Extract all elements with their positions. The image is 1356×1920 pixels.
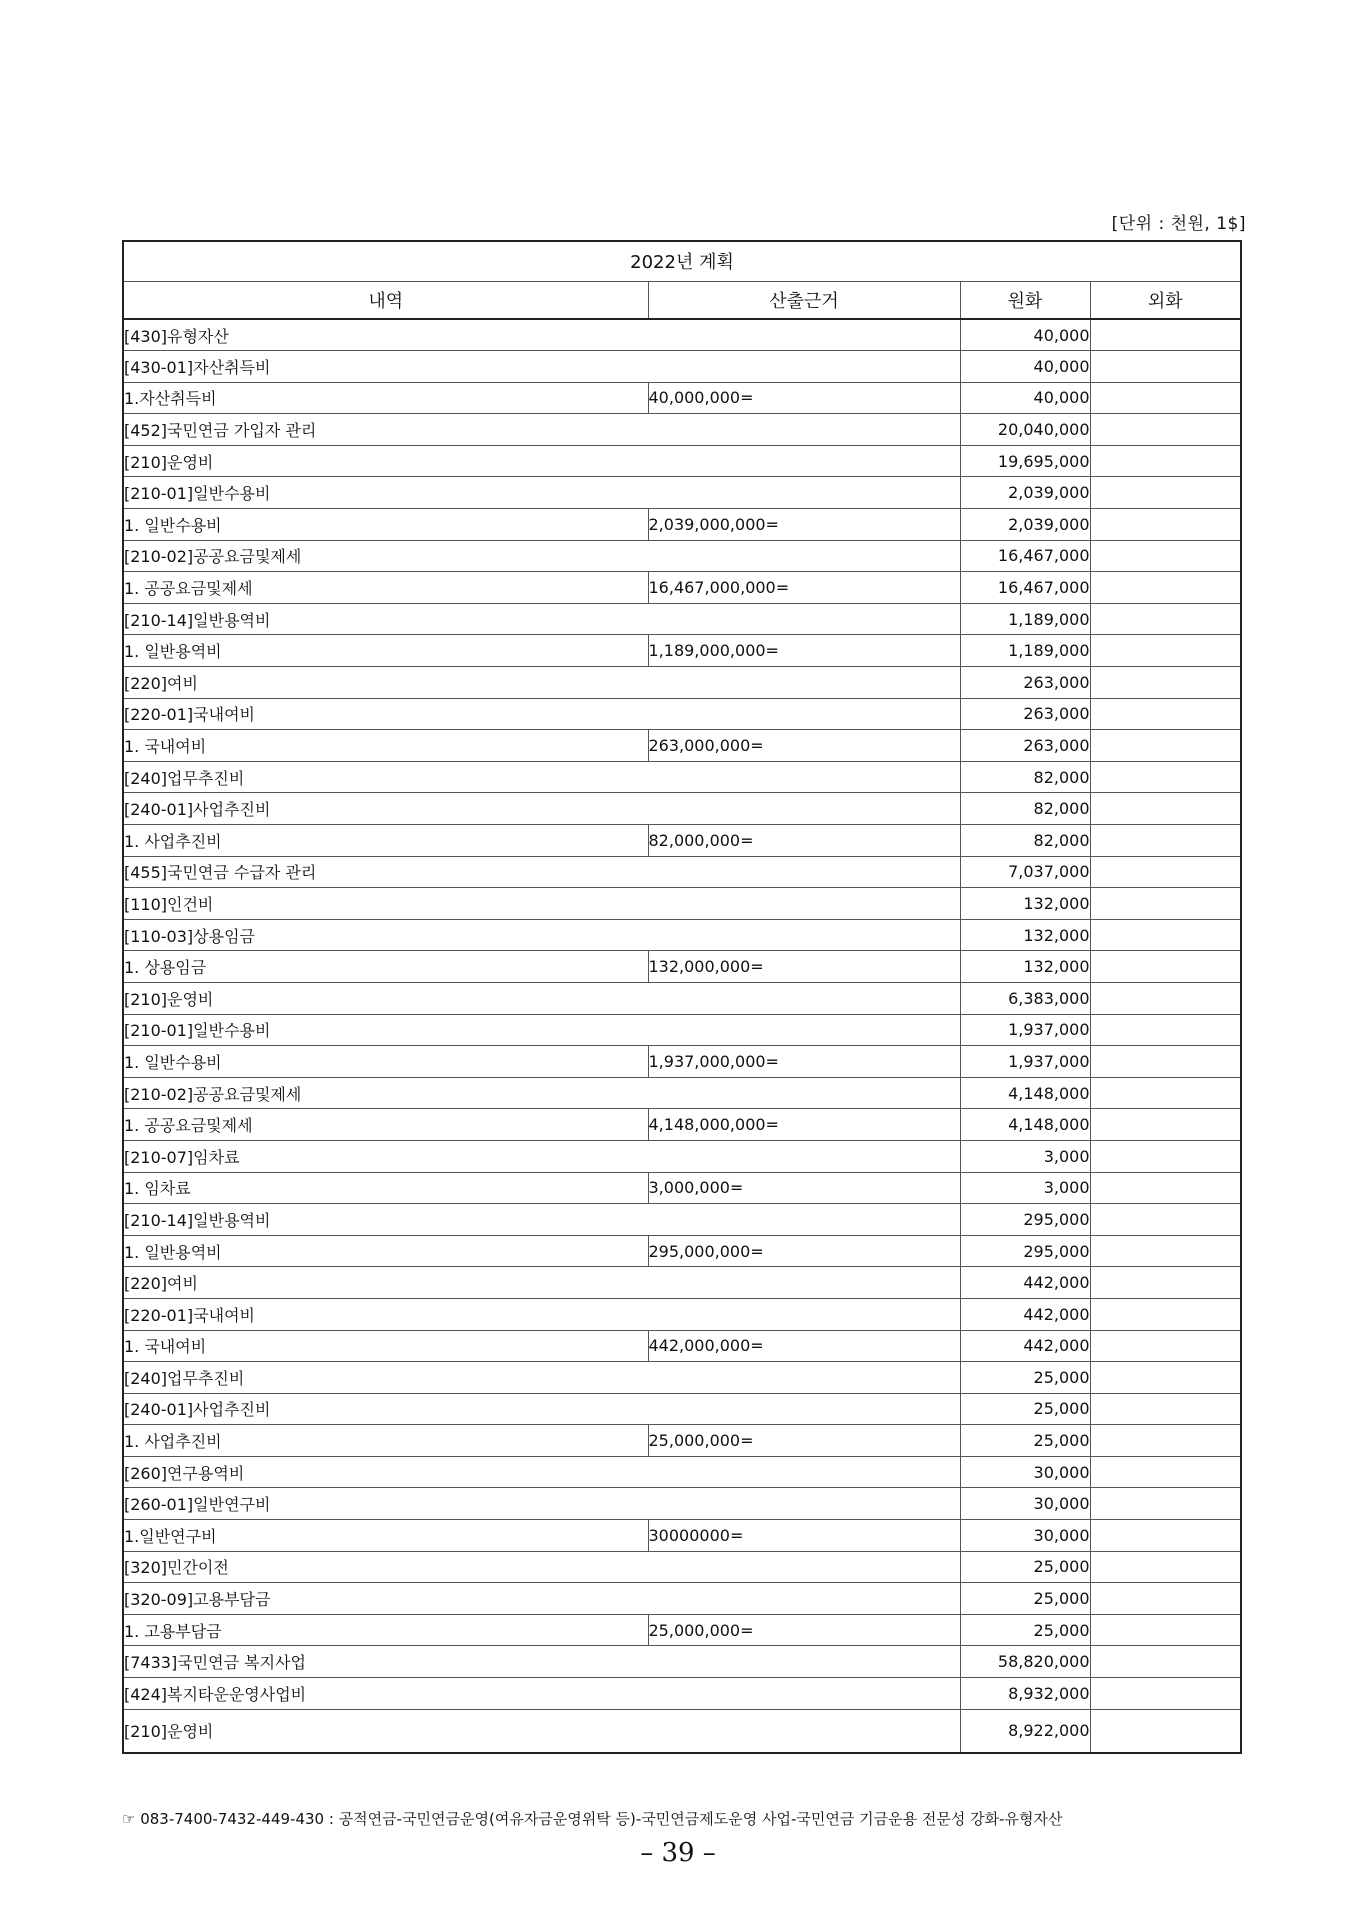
table-row (123, 1235, 1241, 1267)
item-cell: [320]민간이전 (123, 1551, 960, 1583)
fx-cell (1090, 477, 1241, 509)
item-cell: [452]국민연금 가입자 관리 (123, 414, 960, 446)
table-row (123, 635, 1241, 667)
fx-cell (1090, 1425, 1241, 1457)
item-cell: [7433]국민연금 복지사업 (123, 1646, 960, 1678)
plan-title: 2022년 계획 (123, 241, 1241, 281)
column-header-row (123, 281, 1241, 319)
table-row (123, 667, 1241, 699)
basis-cell: 25,000,000= (648, 1425, 960, 1457)
fx-cell (1090, 1488, 1241, 1520)
table-row (123, 351, 1241, 383)
basis-cell: 295,000,000= (648, 1235, 960, 1267)
item-cell: [210-01]일반수용비 (123, 477, 960, 509)
krw-cell: 3,000 (960, 1172, 1090, 1204)
item-cell: 1. 고용부담금 (123, 1614, 648, 1646)
table-row (123, 825, 1241, 857)
krw-cell: 3,000 (960, 1140, 1090, 1172)
table-row (123, 793, 1241, 825)
item-cell: [424]복지타운운영사업비 (123, 1678, 960, 1710)
table-row (123, 540, 1241, 572)
krw-cell: 442,000 (960, 1267, 1090, 1299)
krw-cell: 132,000 (960, 888, 1090, 920)
krw-cell: 16,467,000 (960, 572, 1090, 604)
fx-cell (1090, 1520, 1241, 1552)
fx-cell (1090, 1678, 1241, 1710)
krw-cell: 1,937,000 (960, 1046, 1090, 1078)
table-row (123, 572, 1241, 604)
table-row (123, 382, 1241, 414)
krw-cell: 1,937,000 (960, 1014, 1090, 1046)
fx-cell (1090, 319, 1241, 351)
item-cell: 1. 공공요금및제세 (123, 572, 648, 604)
krw-cell: 8,922,000 (960, 1709, 1090, 1753)
item-cell: 1. 상용임금 (123, 951, 648, 983)
krw-cell: 82,000 (960, 793, 1090, 825)
krw-cell: 8,932,000 (960, 1678, 1090, 1710)
header-basis: 산출근거 (648, 281, 960, 319)
fx-cell (1090, 1014, 1241, 1046)
fx-cell (1090, 1109, 1241, 1141)
krw-cell: 20,040,000 (960, 414, 1090, 446)
fx-cell (1090, 1646, 1241, 1678)
table-row (123, 761, 1241, 793)
krw-cell: 25,000 (960, 1425, 1090, 1457)
table-row (123, 319, 1241, 351)
fx-cell (1090, 1204, 1241, 1236)
krw-cell: 82,000 (960, 825, 1090, 857)
basis-cell: 40,000,000= (648, 382, 960, 414)
krw-cell: 16,467,000 (960, 540, 1090, 572)
fx-cell (1090, 982, 1241, 1014)
fx-cell (1090, 1362, 1241, 1394)
item-cell: [210-07]임차료 (123, 1140, 960, 1172)
item-cell: [240]업무추진비 (123, 1362, 960, 1394)
item-cell: 1. 일반용역비 (123, 635, 648, 667)
fx-cell (1090, 603, 1241, 635)
table-row (123, 1014, 1241, 1046)
footnote: ☞ 083-7400-7432-449-430 : 공적연금-국민연금운영(여유자금운영위탁 등)-국민연금제도운영 사업-국민연금 기금운용 전문성 강화-유형자산 (122, 1810, 1063, 1828)
krw-cell: 25,000 (960, 1583, 1090, 1615)
item-cell: [110-03]상용임금 (123, 919, 960, 951)
fx-cell (1090, 667, 1241, 699)
item-cell: 1. 일반용역비 (123, 1235, 648, 1267)
item-cell: [210-14]일반용역비 (123, 1204, 960, 1236)
item-cell: 1. 임차료 (123, 1172, 648, 1204)
table-row (123, 1393, 1241, 1425)
fx-cell (1090, 1077, 1241, 1109)
item-cell: 1. 사업추진비 (123, 825, 648, 857)
item-cell: [320-09]고용부담금 (123, 1583, 960, 1615)
item-cell: [210]운영비 (123, 982, 960, 1014)
table-row (123, 1362, 1241, 1394)
fx-cell (1090, 698, 1241, 730)
krw-cell: 25,000 (960, 1362, 1090, 1394)
basis-cell: 4,148,000,000= (648, 1109, 960, 1141)
fx-cell (1090, 445, 1241, 477)
budget-rows (123, 319, 1241, 1753)
item-cell: [455]국민연금 수급자 관리 (123, 856, 960, 888)
item-cell: 1. 국내여비 (123, 730, 648, 762)
krw-cell: 295,000 (960, 1235, 1090, 1267)
fx-cell (1090, 1393, 1241, 1425)
fx-cell (1090, 1140, 1241, 1172)
basis-cell: 30000000= (648, 1520, 960, 1552)
basis-cell: 442,000,000= (648, 1330, 960, 1362)
item-cell: 1.자산취득비 (123, 382, 648, 414)
item-cell: [240]업무추진비 (123, 761, 960, 793)
table-row (123, 603, 1241, 635)
fx-cell (1090, 1298, 1241, 1330)
basis-cell: 1,937,000,000= (648, 1046, 960, 1078)
table-row (123, 730, 1241, 762)
item-cell: [260]연구용역비 (123, 1456, 960, 1488)
header-item: 내역 (123, 281, 648, 319)
fx-cell (1090, 919, 1241, 951)
header-krw: 원화 (960, 281, 1090, 319)
fx-cell (1090, 951, 1241, 983)
item-cell: [210]운영비 (123, 1709, 960, 1753)
table-row (123, 445, 1241, 477)
table-row (123, 888, 1241, 920)
krw-cell: 40,000 (960, 382, 1090, 414)
fx-cell (1090, 1709, 1241, 1753)
krw-cell: 1,189,000 (960, 603, 1090, 635)
krw-cell: 263,000 (960, 730, 1090, 762)
item-cell: [260-01]일반연구비 (123, 1488, 960, 1520)
table-row (123, 856, 1241, 888)
krw-cell: 82,000 (960, 761, 1090, 793)
fx-cell (1090, 1456, 1241, 1488)
table-row (123, 1172, 1241, 1204)
krw-cell: 58,820,000 (960, 1646, 1090, 1678)
item-cell: [220-01]국내여비 (123, 1298, 960, 1330)
krw-cell: 442,000 (960, 1330, 1090, 1362)
table-row (123, 919, 1241, 951)
item-cell: 1. 일반수용비 (123, 509, 648, 541)
fx-cell (1090, 509, 1241, 541)
fx-cell (1090, 572, 1241, 604)
item-cell: 1.일반연구비 (123, 1520, 648, 1552)
table-row (123, 1298, 1241, 1330)
item-cell: 1. 일반수용비 (123, 1046, 648, 1078)
krw-cell: 30,000 (960, 1520, 1090, 1552)
item-cell: [240-01]사업추진비 (123, 793, 960, 825)
table-row (123, 1646, 1241, 1678)
krw-cell: 30,000 (960, 1488, 1090, 1520)
item-cell: [240-01]사업추진비 (123, 1393, 960, 1425)
item-cell: [220]여비 (123, 1267, 960, 1299)
krw-cell: 40,000 (960, 319, 1090, 351)
krw-cell: 1,189,000 (960, 635, 1090, 667)
krw-cell: 19,695,000 (960, 445, 1090, 477)
krw-cell: 295,000 (960, 1204, 1090, 1236)
basis-cell: 16,467,000,000= (648, 572, 960, 604)
item-cell: [220]여비 (123, 667, 960, 699)
fx-cell (1090, 1614, 1241, 1646)
table-row (123, 1520, 1241, 1552)
item-cell: [210-01]일반수용비 (123, 1014, 960, 1046)
fx-cell (1090, 793, 1241, 825)
basis-cell: 3,000,000= (648, 1172, 960, 1204)
item-cell: 1. 사업추진비 (123, 1425, 648, 1457)
budget-table (122, 240, 1242, 1754)
fx-cell (1090, 1046, 1241, 1078)
unit-note: [단위 : 천원, 1$] (1111, 214, 1246, 234)
table-row (123, 1709, 1241, 1753)
table-row (123, 1551, 1241, 1583)
page-number: – 39 – (640, 1838, 716, 1868)
table-row (123, 1109, 1241, 1141)
table-row (123, 477, 1241, 509)
item-cell: 1. 국내여비 (123, 1330, 648, 1362)
table-row (123, 951, 1241, 983)
table-row (123, 1077, 1241, 1109)
item-cell: [210]운영비 (123, 445, 960, 477)
table-row (123, 1330, 1241, 1362)
krw-cell: 4,148,000 (960, 1109, 1090, 1141)
krw-cell: 263,000 (960, 698, 1090, 730)
item-cell: [430]유형자산 (123, 319, 960, 351)
basis-cell: 25,000,000= (648, 1614, 960, 1646)
fx-cell (1090, 382, 1241, 414)
fx-cell (1090, 351, 1241, 383)
table-row (123, 414, 1241, 446)
table-row (123, 1204, 1241, 1236)
krw-cell: 2,039,000 (960, 477, 1090, 509)
fx-cell (1090, 761, 1241, 793)
fx-cell (1090, 1551, 1241, 1583)
table-row (123, 1614, 1241, 1646)
table-row (123, 982, 1241, 1014)
table-row (123, 509, 1241, 541)
table-row (123, 1267, 1241, 1299)
header-fx: 외화 (1090, 281, 1241, 319)
krw-cell: 132,000 (960, 919, 1090, 951)
krw-cell: 7,037,000 (960, 856, 1090, 888)
krw-cell: 4,148,000 (960, 1077, 1090, 1109)
table-row (123, 1583, 1241, 1615)
krw-cell: 6,383,000 (960, 982, 1090, 1014)
fx-cell (1090, 635, 1241, 667)
fx-cell (1090, 730, 1241, 762)
krw-cell: 263,000 (960, 667, 1090, 699)
krw-cell: 132,000 (960, 951, 1090, 983)
item-cell: [430-01]자산취득비 (123, 351, 960, 383)
fx-cell (1090, 856, 1241, 888)
krw-cell: 25,000 (960, 1551, 1090, 1583)
table-row (123, 698, 1241, 730)
fx-cell (1090, 540, 1241, 572)
table-row (123, 1140, 1241, 1172)
item-cell: [110]인건비 (123, 888, 960, 920)
krw-cell: 40,000 (960, 351, 1090, 383)
table-row (123, 1488, 1241, 1520)
fx-cell (1090, 1267, 1241, 1299)
krw-cell: 30,000 (960, 1456, 1090, 1488)
table-row (123, 1425, 1241, 1457)
fx-cell (1090, 414, 1241, 446)
item-cell: [210-02]공공요금및제세 (123, 540, 960, 572)
item-cell: [210-14]일반용역비 (123, 603, 960, 635)
fx-cell (1090, 1330, 1241, 1362)
fx-cell (1090, 825, 1241, 857)
basis-cell: 132,000,000= (648, 951, 960, 983)
basis-cell: 2,039,000,000= (648, 509, 960, 541)
basis-cell: 1,189,000,000= (648, 635, 960, 667)
item-cell: [210-02]공공요금및제세 (123, 1077, 960, 1109)
basis-cell: 82,000,000= (648, 825, 960, 857)
fx-cell (1090, 1235, 1241, 1267)
plan-title-row (123, 241, 1241, 281)
item-cell: [220-01]국내여비 (123, 698, 960, 730)
krw-cell: 442,000 (960, 1298, 1090, 1330)
table-row (123, 1456, 1241, 1488)
table-row (123, 1678, 1241, 1710)
fx-cell (1090, 1172, 1241, 1204)
item-cell: 1. 공공요금및제세 (123, 1109, 648, 1141)
krw-cell: 2,039,000 (960, 509, 1090, 541)
table-row (123, 1046, 1241, 1078)
fx-cell (1090, 888, 1241, 920)
krw-cell: 25,000 (960, 1614, 1090, 1646)
fx-cell (1090, 1583, 1241, 1615)
basis-cell: 263,000,000= (648, 730, 960, 762)
krw-cell: 25,000 (960, 1393, 1090, 1425)
